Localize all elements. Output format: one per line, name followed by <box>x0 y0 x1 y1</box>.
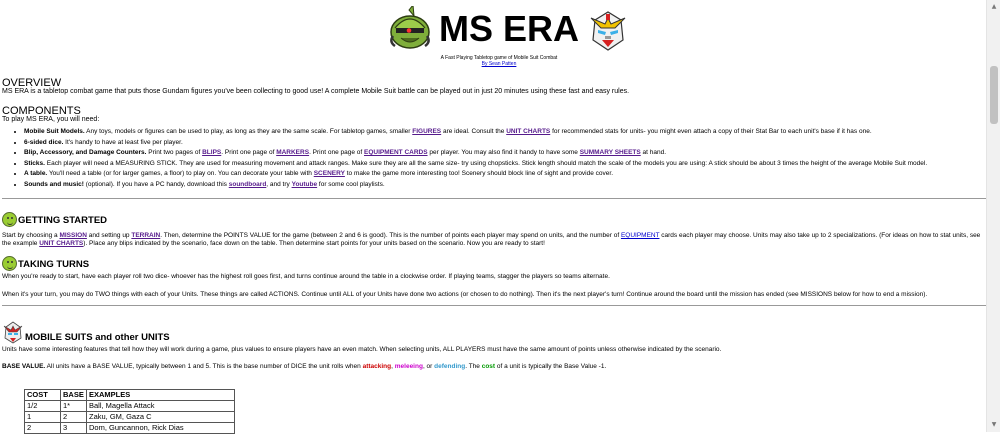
list-item <box>24 160 982 168</box>
logo <box>387 6 631 52</box>
page-content <box>2 0 986 432</box>
table-row <box>25 412 235 423</box>
text: , or <box>422 363 435 370</box>
getting-started-heading: GETTING STARTED <box>18 214 108 226</box>
column-header: EXAMPLES <box>87 390 235 401</box>
item-text: Print two pages of <box>146 149 203 157</box>
list-item <box>24 128 982 136</box>
divider <box>2 198 986 199</box>
text: All units have a BASE VALUE, typically between 1 and 5. This is the base number of DICE the unit rolls when <box>45 363 363 370</box>
overview-text: MS ERA is a tabletop combat game that puts those Gundam figures you've been collecting to good use! A complete Mobile Suit battle can be played out in just 20 minutes using these fast and easy rules. <box>2 88 630 95</box>
column-header: BASE <box>61 390 87 401</box>
scenery-link[interactable]: SCENERY <box>313 170 345 178</box>
item-text: . Print one page of <box>309 149 364 157</box>
item-text: Any toys, models or figures can be used to play, as long as they are the same scale. For tabletop games, smaller <box>84 128 413 135</box>
text: and setting up <box>86 232 132 239</box>
taking-turns-text-2: When it's your turn, you may do TWO things with each of your Units. These things are called ACTIONS. Continue until ALL of your Units have done two actions (or chosen to do nothing). Then it's the next player's turn! Continue around the board until the mission has ended (see MISSIONS below for how to end a mission). <box>2 291 928 298</box>
blips-link[interactable]: BLIPS <box>202 149 222 157</box>
item-text: to make the game more interesting too! Scenery should block line of sight and provide cover. <box>344 170 613 178</box>
scroll-up-icon[interactable]: ▲ <box>991 3 997 10</box>
markers-link[interactable]: MARKERS <box>276 149 310 157</box>
table-cell: 2 <box>25 423 61 434</box>
base-value-text <box>2 363 606 371</box>
cost-term: cost <box>481 363 496 370</box>
text: ). Place any blips indicated by the scenario, face down on the table. Then determine start points for your units based on the scenario. Now you are ready to start! <box>83 240 545 248</box>
page-header <box>2 0 986 70</box>
defending-term: defending <box>434 363 466 370</box>
scrollbar-thumb[interactable] <box>990 66 998 124</box>
item-text: . Print one page of <box>221 149 277 157</box>
smiley-icon <box>2 256 17 271</box>
item-label: Sticks. <box>24 159 45 167</box>
tagline <box>439 55 559 67</box>
item-text: (optional). If you have a PC handy, download this <box>83 181 229 189</box>
item-text: It's handy to have at least five per player. <box>63 138 183 146</box>
page-title: MS ERA <box>439 8 580 49</box>
meleeing-term: meleeing <box>394 363 423 370</box>
summary-sheets-link[interactable]: SUMMARY SHEETS <box>579 149 641 157</box>
attacking-term: attacking <box>362 363 392 370</box>
components-heading: COMPONENTS <box>2 105 81 117</box>
list-item <box>24 149 982 157</box>
item-label: 6-sided dice. <box>24 138 64 146</box>
figures-link[interactable]: FIGURES <box>412 128 442 135</box>
equipment-link[interactable]: EQUIPMENT <box>620 232 660 239</box>
smiley-icon <box>2 212 17 227</box>
equipment-cards-link[interactable]: EQUIPMENT CARDS <box>364 149 428 157</box>
scroll-down-icon[interactable]: ▼ <box>991 421 997 428</box>
components-intro: To play MS ERA, you will need: <box>2 116 100 123</box>
getting-started-header <box>2 212 107 227</box>
mobile-suits-text: Units have some interesting features that tell how they will work during a game, plus values to ensure players have an even match. When selecting units, ALL PLAYERS must have the same amount of points unless otherwise indicated by the scenario. <box>2 346 722 353</box>
table-header-row <box>25 390 235 401</box>
table-cell: Ball, Magella Attack <box>87 401 235 412</box>
column-header: COST <box>25 390 61 401</box>
item-text: for recommended stats for units- you might even attach a copy of their Stat Bar to each unit's base if it has one. <box>550 128 872 135</box>
text: . The <box>465 363 482 370</box>
item-label: Mobile Suit Models. <box>24 128 85 135</box>
base-value-label: BASE VALUE. <box>2 363 46 370</box>
table-cell: 2 <box>61 412 87 423</box>
taking-turns-header <box>2 256 89 271</box>
table-row <box>25 401 235 412</box>
components-list <box>2 128 982 192</box>
units-table <box>24 389 235 434</box>
item-text: , and try <box>266 181 292 189</box>
table-cell: 3 <box>61 423 87 434</box>
tagline-text: A Fast Playing Tabletop game of Mobile Suit Combat <box>440 55 558 61</box>
youtube-link[interactable]: Youtube <box>291 181 318 189</box>
getting-started-text <box>2 232 986 249</box>
unit-charts-link[interactable]: UNIT CHARTS <box>506 128 551 135</box>
item-text: per player. You may also find it handy to have some <box>427 149 580 157</box>
list-item <box>24 170 982 178</box>
unit-charts-link[interactable]: UNIT CHARTS <box>39 240 84 248</box>
terrain-link[interactable]: TERRAIN <box>131 232 161 239</box>
overview-heading: OVERVIEW <box>2 77 62 89</box>
zaku-head-icon <box>387 6 433 52</box>
item-label: Blip, Accessory, and Damage Counters. <box>24 149 147 157</box>
soundboard-link[interactable]: soundboard <box>228 181 267 189</box>
item-text: at hand. <box>640 149 667 157</box>
item-text: Each player will need a MEASURING STICK. They are used for measuring movement and attack ranges. Make sure they are all the same size- try using chopsticks. Stick length should match the scale of the models you are using: A stick should be about 3 times the height of the average Mobile Suit model. <box>44 159 928 167</box>
gundam-head-icon <box>585 6 631 52</box>
item-label: A table. <box>24 170 48 178</box>
byline-link[interactable]: By Sean Patten <box>481 61 517 67</box>
table-cell: Dom, Guncannon, Rick Dias <box>87 423 235 434</box>
table-cell: Zaku, GM, Gaza C <box>87 412 235 423</box>
item-text: are ideal. Consult the <box>441 128 507 135</box>
text: Start by choosing a <box>2 232 60 239</box>
list-item <box>24 139 982 147</box>
list-item <box>24 181 982 189</box>
item-text: You'll need a table (or for larger games, a floor) to play on. You can decorate your table with <box>47 170 314 178</box>
mobile-suits-heading: MOBILE SUITS and other UNITS <box>25 331 170 343</box>
text: cards each player may choose. Units may also take up to 2 specializations. (For ideas on how to stat units, see the example <box>2 232 981 248</box>
table-cell: 1 <box>25 412 61 423</box>
gundam-head-icon <box>2 320 24 344</box>
mobile-suits-header <box>2 320 170 344</box>
text: . Then, determine the POINTS VALUE for the game (between 2 and 6 is good). This is the number of points each player may spend on units, and the number of <box>160 232 621 239</box>
item-label: Sounds and music! <box>24 181 84 189</box>
table-cell: 1/2 <box>25 401 61 412</box>
vertical-scrollbar[interactable] <box>986 0 1000 432</box>
taking-turns-text-1: When you're ready to start, have each player roll two dice- whoever has the highest roll goes first, and turns continue around the table in a clockwise order. If playing teams, stagger the players so teams alternate. <box>2 273 610 280</box>
text: , <box>391 363 395 370</box>
taking-turns-heading: TAKING TURNS <box>18 258 90 270</box>
mission-link[interactable]: MISSION <box>59 232 87 239</box>
table-cell: 1* <box>61 401 87 412</box>
text: of a unit is typically the Base Value -1. <box>495 363 607 370</box>
item-text: for some cool playlists. <box>317 181 385 189</box>
divider <box>2 305 986 306</box>
